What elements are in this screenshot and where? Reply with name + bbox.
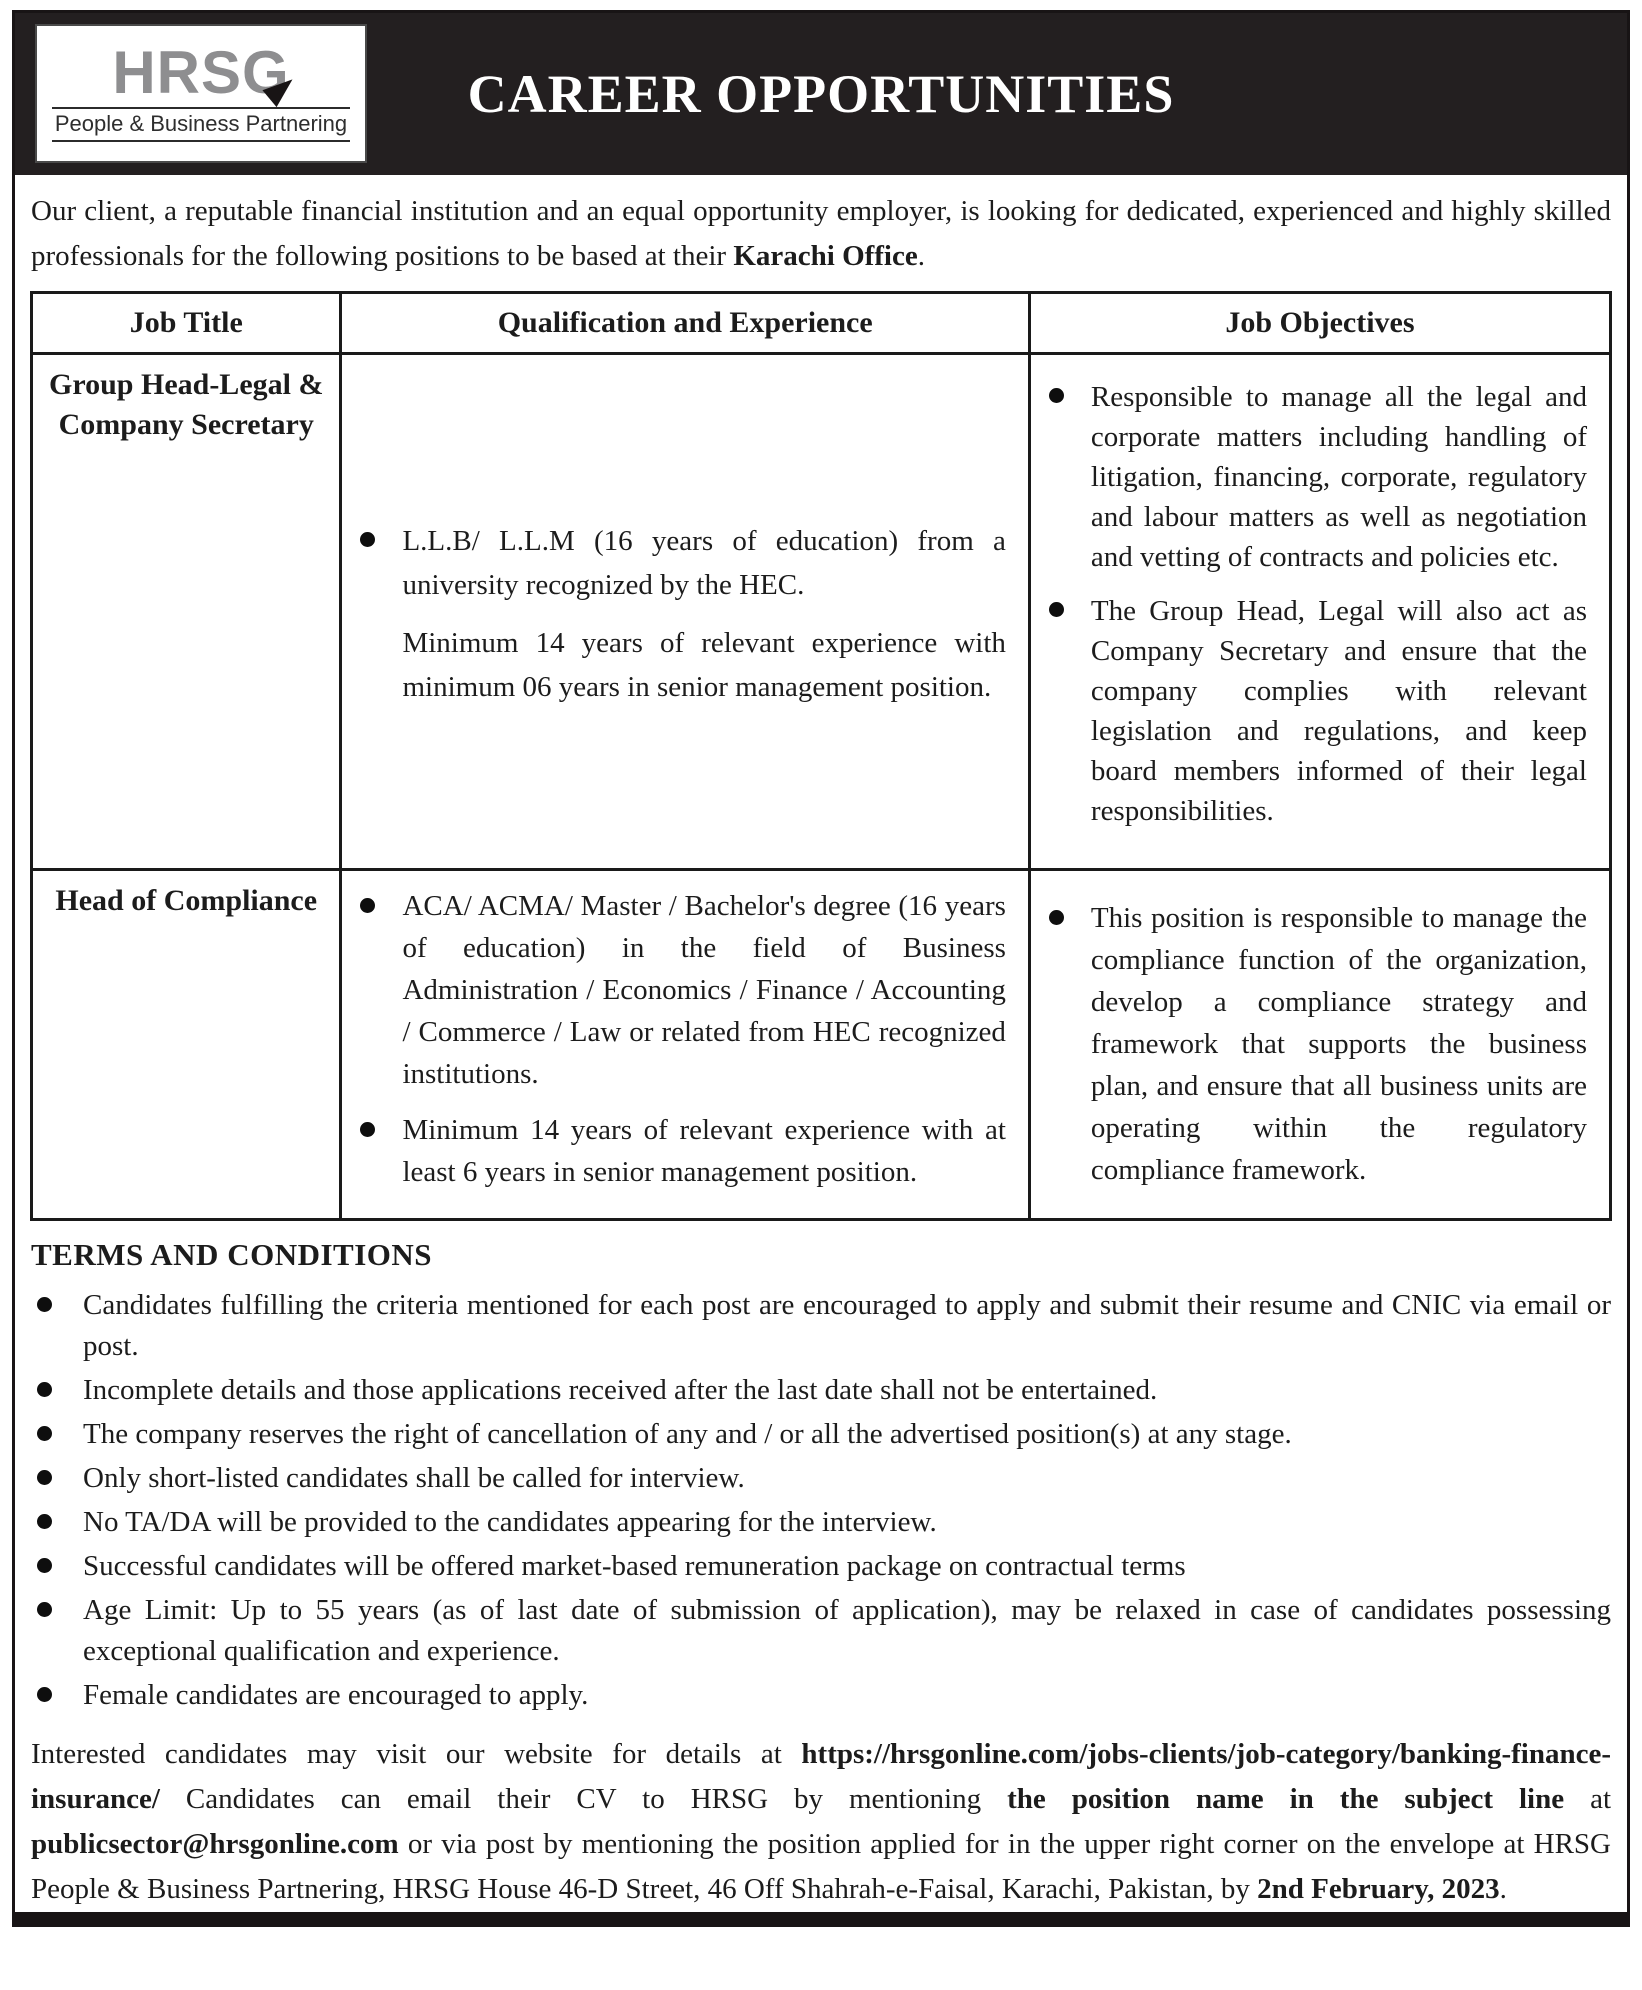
logo-tagline: People & Business Partnering bbox=[54, 111, 348, 137]
terms-item-text: Only short-listed candidates shall be called for interview. bbox=[83, 1462, 745, 1494]
intro-bold-text: Karachi Office bbox=[733, 240, 918, 272]
qualification-list bbox=[356, 519, 1005, 709]
job-title-cell: Head of Compliance bbox=[32, 870, 341, 1220]
closing-text-segment: at bbox=[1564, 1783, 1612, 1815]
terms-item-text: Incomplete details and those applications received after the last date shall not be entertained. bbox=[83, 1374, 1158, 1406]
objectives-list bbox=[1045, 897, 1587, 1191]
content-area bbox=[15, 189, 1627, 1912]
intro-paragraph bbox=[31, 189, 1611, 279]
objectives-cell bbox=[1029, 354, 1610, 870]
bullet-text: ACA/ ACMA/ Master / Bachelor's degree (16 years of education) in the field of Business Administration / Economics / Finance / Accounting / Commerce / Law or related from HEC recognized institutions. bbox=[402, 890, 1006, 1090]
bullet-icon bbox=[37, 1687, 52, 1702]
positions-table bbox=[30, 291, 1612, 1221]
table-header-row bbox=[32, 293, 1611, 354]
qualification-list bbox=[356, 885, 1005, 1193]
bullet-item bbox=[1045, 591, 1587, 831]
closing-text-segment: publicsector@hrsgonline.com bbox=[31, 1828, 399, 1860]
terms-item bbox=[31, 1675, 1611, 1716]
logo-divider-bottom bbox=[52, 140, 350, 142]
column-header-objectives: Job Objectives bbox=[1029, 293, 1610, 354]
closing-text-segment: the position name in the subject line bbox=[1007, 1783, 1565, 1815]
bullet-item bbox=[356, 1109, 1005, 1193]
closing-text-segment: https://hrsgonline.com/jobs-clients/job-category/banking-finance-insurance/ bbox=[31, 1738, 1611, 1815]
terms-item bbox=[31, 1458, 1611, 1499]
intro-text: Our client, a reputable financial institution and an equal opportunity employer, is looking for dedicated, experienced and highly skilled professionals for the following positions to be based at their bbox=[31, 195, 1611, 272]
bullet-item bbox=[356, 885, 1005, 1095]
bullet-icon bbox=[37, 1470, 52, 1485]
hrsg-logo-text: HRSG bbox=[112, 39, 290, 107]
terms-item bbox=[31, 1370, 1611, 1411]
terms-item bbox=[31, 1590, 1611, 1672]
terms-item-text: Age Limit: Up to 55 years (as of last date of submission of application), may be relaxed in case of candidates possessing exceptional qualification and experience. bbox=[83, 1594, 1611, 1667]
table-row bbox=[32, 354, 1611, 870]
bullet-icon bbox=[37, 1602, 52, 1617]
bullet-text: This position is responsible to manage the compliance function of the organization, develop a compliance strategy and framework that supports the business plan, and ensure that all business units are operating within the regulatory compliance framework. bbox=[1090, 901, 1587, 1186]
terms-item bbox=[31, 1502, 1611, 1543]
page-title: CAREER OPPORTUNITIES bbox=[467, 64, 1175, 124]
qualification-cell bbox=[341, 870, 1029, 1220]
header-band bbox=[15, 13, 1627, 175]
bullet-text: The Group Head, Legal will also act as Company Secretary and ensure that the company complies with relevant legislation and regulations, and keep board members informed of their legal responsibilities. bbox=[1090, 595, 1587, 827]
bullet-icon bbox=[37, 1426, 52, 1441]
bullet-icon bbox=[360, 1122, 375, 1137]
bullet-text: Minimum 14 years of relevant experience with minimum 06 years in senior management position. bbox=[402, 626, 1006, 703]
bullet-item bbox=[356, 519, 1005, 607]
terms-item-text: No TA/DA will be provided to the candidates appearing for the interview. bbox=[83, 1506, 937, 1538]
terms-list bbox=[31, 1285, 1611, 1716]
bullet-text: Minimum 14 years of relevant experience with at least 6 years in senior management position. bbox=[402, 1114, 1006, 1188]
closing-paragraph bbox=[31, 1732, 1611, 1912]
job-title-cell: Group Head-Legal & Company Secretary bbox=[32, 354, 341, 870]
terms-item-text: Candidates fulfilling the criteria mentioned for each post are encouraged to apply and submit their resume and CNIC via email or post. bbox=[83, 1289, 1611, 1362]
bullet-icon bbox=[37, 1514, 52, 1529]
bullet-text: L.L.B/ L.L.M (16 years of education) from a university recognized by the HEC. bbox=[402, 524, 1006, 601]
terms-item-text: The company reserves the right of cancellation of any and / or all the advertised position(s) at any stage. bbox=[83, 1418, 1292, 1450]
terms-item bbox=[31, 1414, 1611, 1455]
objectives-cell bbox=[1029, 870, 1610, 1220]
table-row bbox=[32, 870, 1611, 1220]
bullet-icon bbox=[360, 532, 375, 547]
column-header-job-title: Job Title bbox=[32, 293, 341, 354]
terms-item-text: Female candidates are encouraged to apply. bbox=[83, 1679, 589, 1711]
closing-text-segment: Interested candidates may visit our website for details at bbox=[31, 1738, 802, 1770]
bullet-icon bbox=[1049, 602, 1064, 617]
objectives-list bbox=[1045, 377, 1587, 831]
terms-heading: TERMS AND CONDITIONS bbox=[31, 1237, 433, 1272]
bullet-icon bbox=[37, 1382, 52, 1397]
terms-item bbox=[31, 1285, 1611, 1367]
job-ad-page bbox=[12, 10, 1630, 1927]
bullet-item bbox=[356, 621, 1005, 709]
bullet-item bbox=[1045, 377, 1587, 577]
terms-item bbox=[31, 1546, 1611, 1587]
closing-text-segment: . bbox=[1499, 1873, 1507, 1905]
closing-text-segment: Candidates can email their CV to HRSG by mentioning bbox=[159, 1783, 1008, 1815]
terms-item-text: Successful candidates will be offered market-based remuneration package on contractual terms bbox=[83, 1550, 1186, 1582]
bullet-item bbox=[1045, 897, 1587, 1191]
column-header-qualification: Qualification and Experience bbox=[341, 293, 1029, 354]
closing-text-segment: 2nd February, 2023 bbox=[1257, 1873, 1500, 1905]
bullet-icon bbox=[1049, 388, 1064, 403]
bullet-icon bbox=[37, 1558, 52, 1573]
bullet-icon bbox=[1049, 910, 1064, 925]
bullet-icon bbox=[360, 898, 375, 913]
bullet-icon bbox=[37, 1297, 52, 1312]
closing-text-segment: or via post by mentioning the position applied for in the upper right corner on the envelope at HRSG People & Business Partnering, HRSG House 46-D Street, 46 Off Shahrah-e-Faisal, Karachi, Pakistan, by bbox=[31, 1828, 1611, 1905]
qualification-cell bbox=[341, 354, 1029, 870]
bullet-text: Responsible to manage all the legal and corporate matters including handling of litigation, financing, corporate, regulatory and labour matters as well as negotiation and vetting of contracts and policies etc. bbox=[1090, 381, 1587, 573]
intro-period: . bbox=[917, 240, 925, 272]
